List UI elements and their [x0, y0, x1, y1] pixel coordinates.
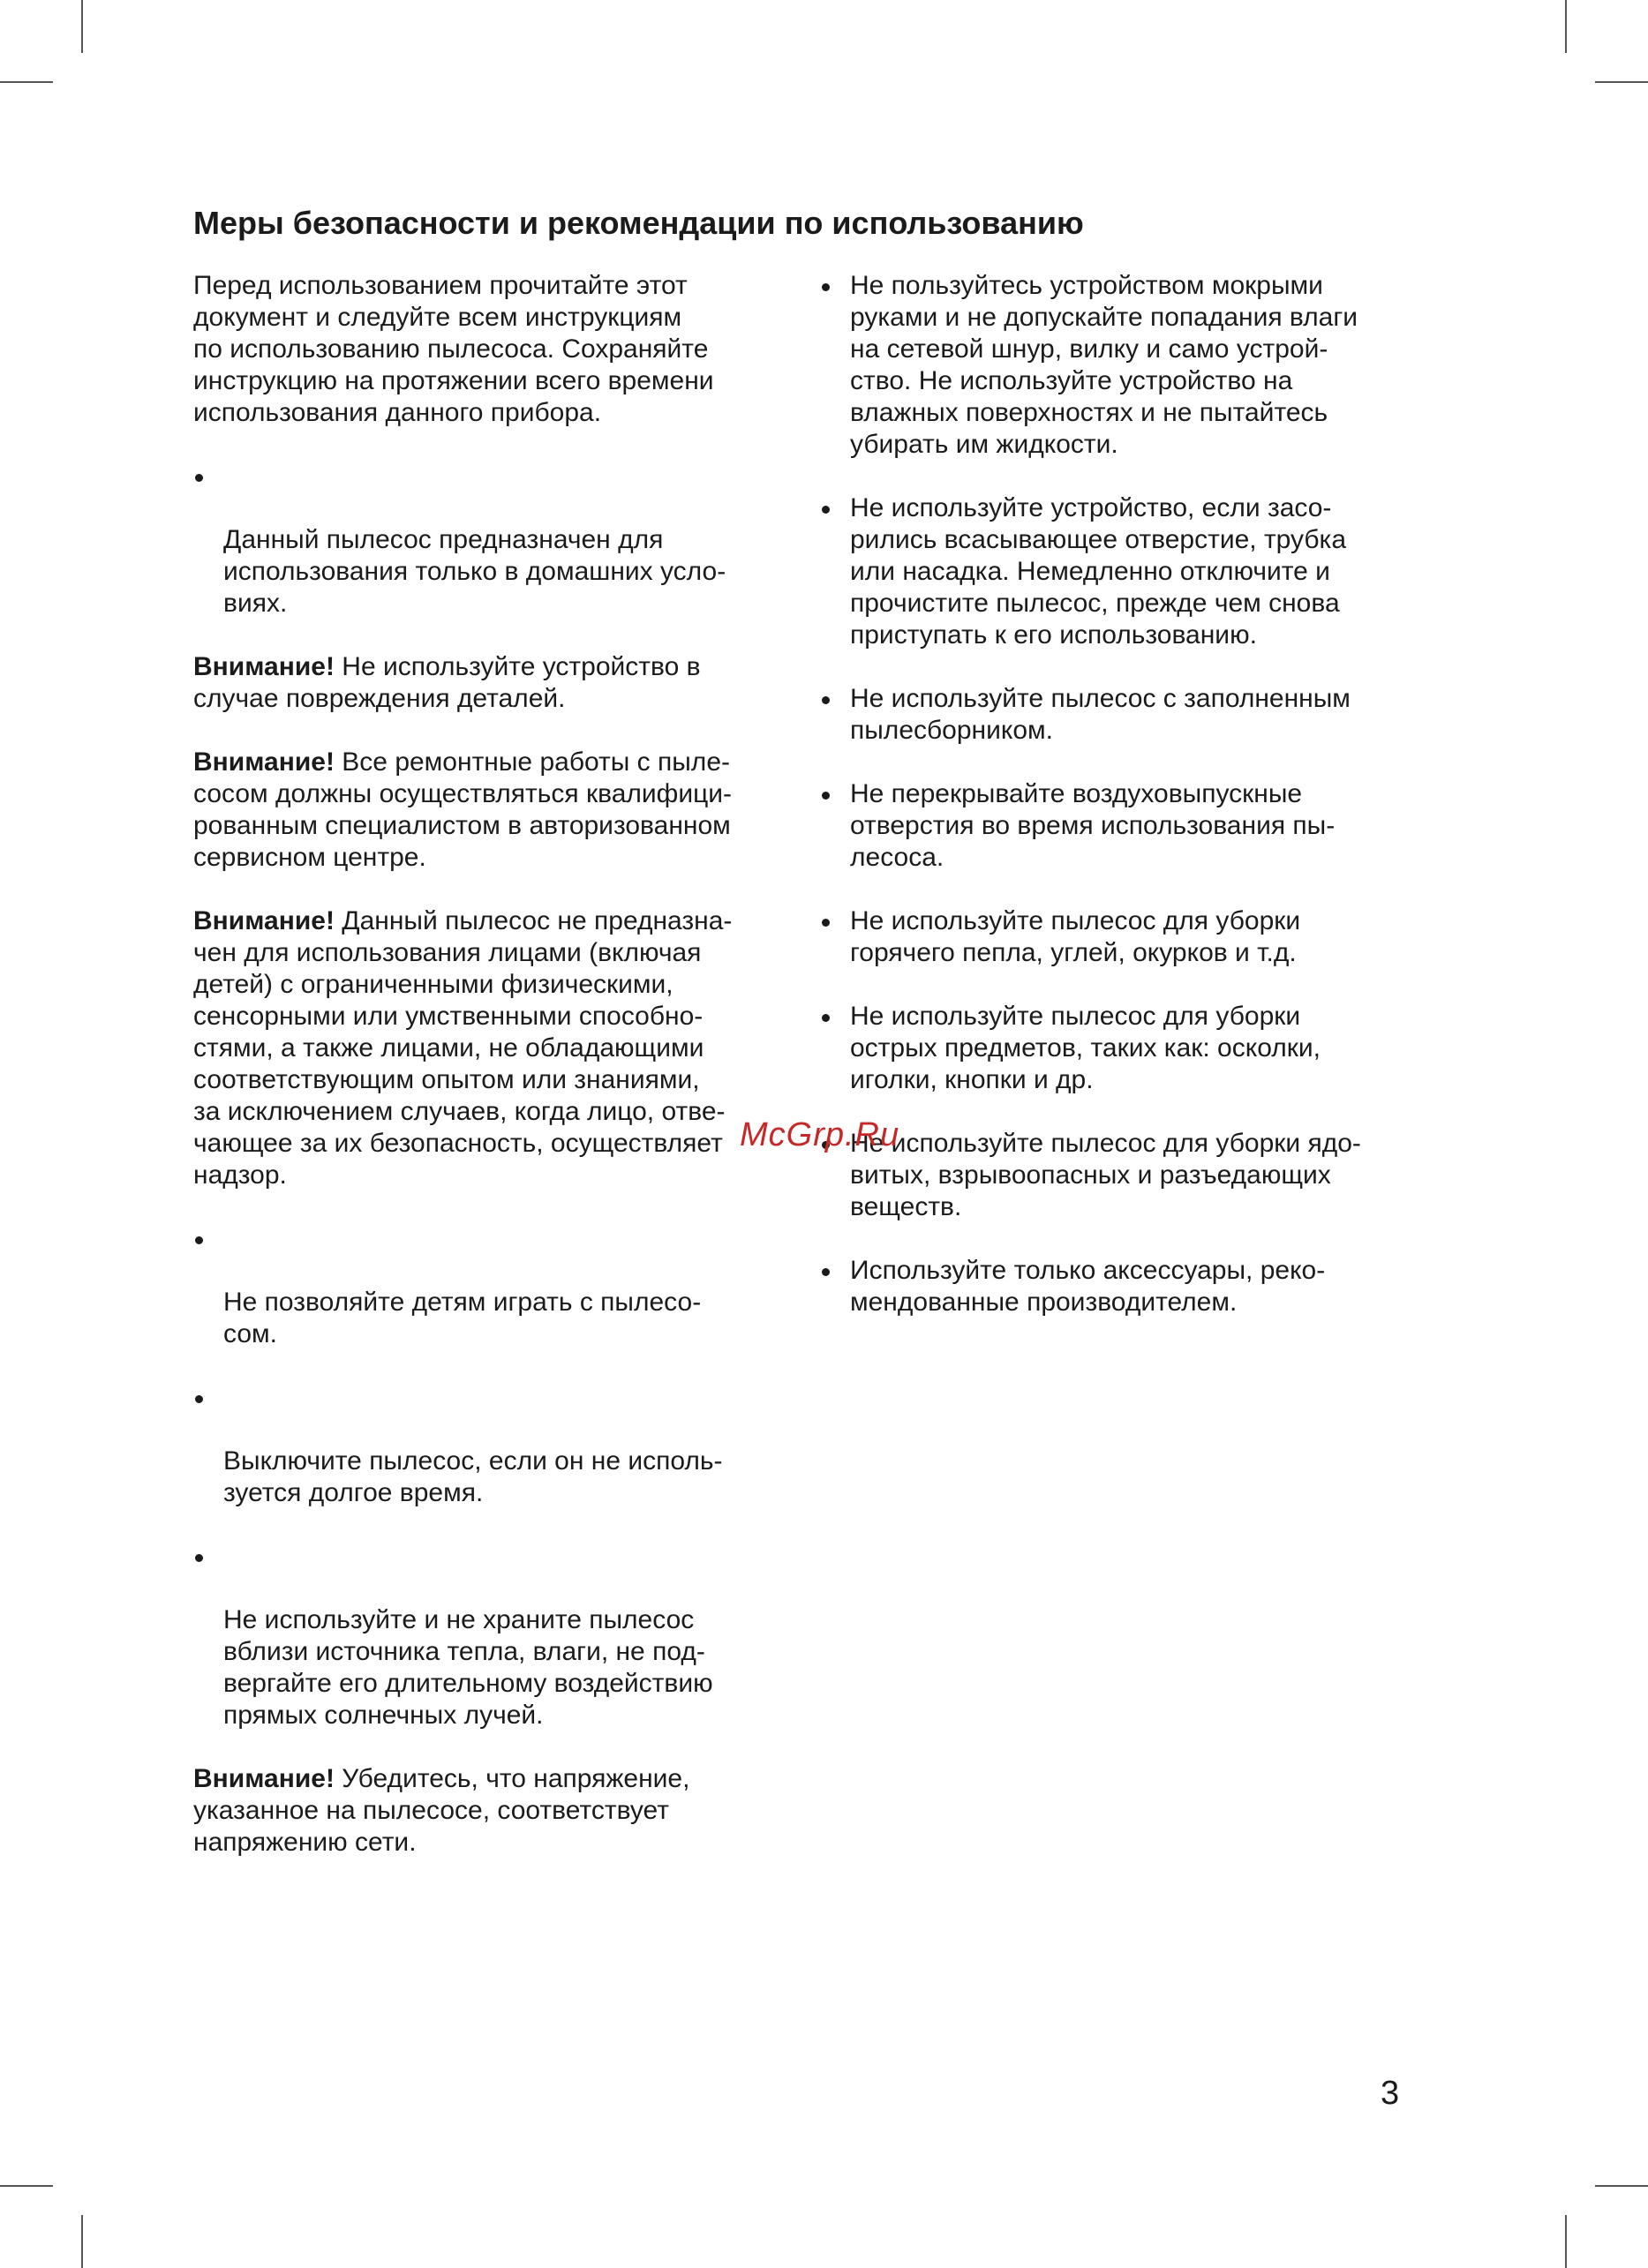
list-item-text: Выключите пылесос, если он не исполь- зуется долгое время.	[223, 1446, 723, 1507]
intro-paragraph: Перед использованием прочитайте этот документ и следуйте всем инструкциям по использованию пылесоса. Сохраняйте инструкцию на протяжении всего времени использования данного прибора.	[193, 271, 714, 427]
bullet-icon	[195, 474, 203, 482]
list-item	[820, 778, 1438, 874]
list-item-text: Не перекрывайте воздуховыпускные отверстия во время использования пы- лесоса.	[850, 779, 1336, 872]
list-item	[820, 1255, 1438, 1318]
list-item-text: Данный пылесос предназначен для использования только в домашних усло- виях.	[223, 525, 726, 618]
bullet-icon	[822, 696, 830, 704]
list-item	[820, 683, 1438, 747]
list-item-text: Не используйте пылесос для уборки ядо- витых, взрывоопасных и разъедающих веществ.	[850, 1129, 1361, 1221]
bullet-icon	[822, 506, 830, 514]
warning-text: Данный пылесос не предназна- чен для использования лицами (включая детей) с ограниченными физическими, сенсорными или умственными способно- стями, а также лицами, не обладающими соответствующим опытом или знаниями, за исключением случаев, когда лицо, отве- чающее за их безопасность, осуществляет надзор.	[193, 906, 733, 1190]
list-item	[820, 492, 1438, 651]
list-item	[193, 1541, 794, 1731]
list-item-text: Не используйте пылесос для уборки горячего пепла, углей, окурков и т.д.	[850, 906, 1301, 967]
crop-mark	[1565, 2215, 1567, 2268]
list-item-text: Не используйте пылесос для уборки острых предметов, таких как: осколки, иголки, кнопки и др.	[850, 1002, 1321, 1094]
warning-label: Внимание!	[193, 906, 335, 935]
list-item-text: Не используйте и не храните пылесос вблизи источника тепла, влаги, не под- вергайте его длительному воздействию прямых солнечных лучей.	[223, 1605, 713, 1730]
bullet-icon	[195, 1395, 203, 1403]
list-item	[820, 1001, 1438, 1096]
crop-mark	[1595, 81, 1648, 83]
bullet-icon	[195, 1236, 203, 1244]
left-column	[193, 270, 794, 1890]
warning-paragraph	[193, 1763, 794, 1859]
warning-paragraph	[193, 651, 794, 715]
watermark: McGrp.Ru	[740, 1116, 900, 1153]
crop-mark	[81, 0, 83, 53]
list-item-text: Не используйте устройство, если засо- рились всасывающее отверстие, трубка или насадка. Немедленно отключите и прочистите пылесос, прежде чем снова приступать к его использованию.	[850, 493, 1347, 650]
list-item-text: Используйте только аксессуары, реко- мендованные производителем.	[850, 1256, 1326, 1317]
list-item	[193, 1382, 794, 1509]
bullet-icon	[822, 919, 830, 927]
list-item-text: Не используйте пылесос с заполненным пылесборником.	[850, 684, 1351, 745]
crop-mark	[81, 2215, 83, 2268]
warning-text: Не используйте устройство в случае повреждения деталей.	[193, 652, 701, 713]
crop-mark	[0, 2185, 53, 2187]
page-number: 3	[1381, 2075, 1400, 2112]
page-title: Меры безопасности и рекомендации по использованию	[193, 205, 1084, 241]
warning-text: Все ремонтные работы с пыле- сосом должны осуществляться квалифици- рованным специалистом в авторизованном сервисном центре.	[193, 747, 733, 872]
list-item	[193, 1223, 794, 1350]
right-column	[820, 270, 1438, 1350]
bullet-icon	[195, 1554, 203, 1562]
warning-paragraph	[193, 747, 794, 874]
bullet-icon	[822, 792, 830, 800]
bullet-icon	[822, 283, 830, 291]
crop-mark	[1595, 2185, 1648, 2187]
bullet-icon	[822, 1268, 830, 1276]
bullet-icon	[822, 1014, 830, 1022]
warning-text: Убедитесь, что напряжение, указанное на пылесосе, соответствует напряжению сети.	[193, 1764, 690, 1857]
list-item	[820, 270, 1438, 461]
list-item	[193, 461, 794, 620]
list-item	[820, 905, 1438, 969]
crop-mark	[0, 81, 53, 83]
warning-label: Внимание!	[193, 747, 335, 777]
list-item-text: Не пользуйтесь устройством мокрыми руками и не допускайте попадания влаги на сетевой шнур, вилку и само устрой- ство. Не используйте устройство на влажных поверхностях и не пытайтесь убирать им жидкости.	[850, 271, 1358, 459]
warning-paragraph	[193, 905, 794, 1191]
crop-mark	[1565, 0, 1567, 53]
list-item-text: Не позволяйте детям играть с пылесо- сом.	[223, 1288, 702, 1348]
list-item	[820, 1128, 1438, 1223]
warning-label: Внимание!	[193, 1764, 335, 1793]
warning-label: Внимание!	[193, 652, 335, 681]
